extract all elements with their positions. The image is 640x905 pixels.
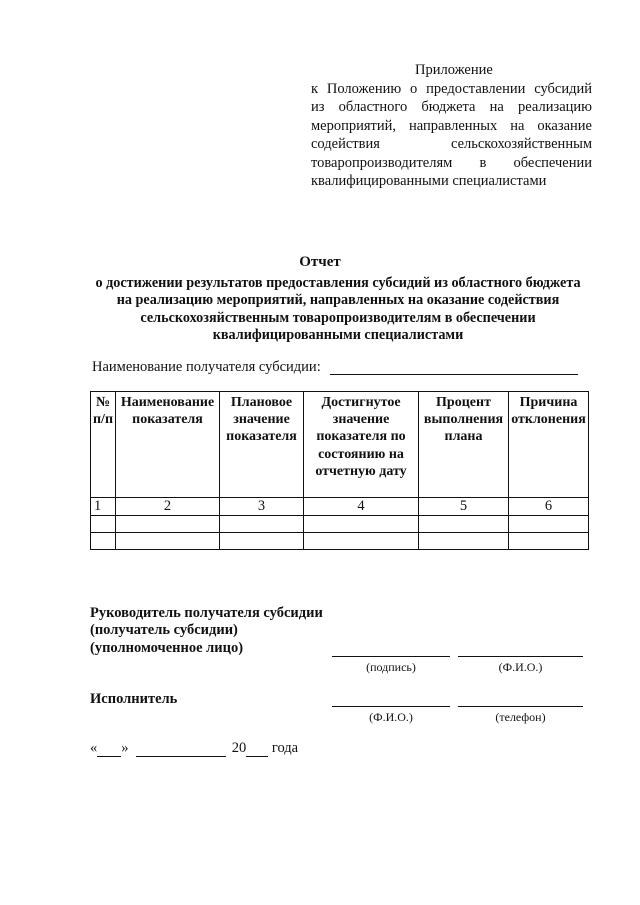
- close-quote: »: [121, 740, 129, 756]
- table-cell[interactable]: [91, 516, 116, 533]
- head-signature-caption: (подпись): [366, 660, 416, 674]
- head-label-line: (получатель субсидии): [90, 622, 238, 639]
- table-row: [91, 516, 589, 533]
- year-suffix: года: [271, 740, 299, 756]
- table-cell[interactable]: [304, 516, 419, 533]
- table-header-row: [91, 392, 589, 498]
- appendix-body: [311, 80, 592, 190]
- header-completion-percent: Процент выполнения плана: [419, 392, 509, 498]
- table-cell: 6: [509, 498, 589, 516]
- recipient-input-line[interactable]: [330, 374, 578, 375]
- day-blank[interactable]: [97, 741, 121, 757]
- report-subtitle-line: о достижении результатов предоставления субсидий из областного бюджета: [95, 275, 581, 291]
- appendix-line: содействия сельскохозяйственным: [311, 136, 592, 153]
- appendix-line: товаропроизводителям в обеспечении: [311, 154, 592, 171]
- head-label-line: Руководитель получателя субсидии: [90, 605, 323, 621]
- table-cell[interactable]: [220, 533, 304, 550]
- report-subtitle: [88, 275, 588, 345]
- executor-name-line[interactable]: [332, 706, 450, 707]
- report-subtitle-line: на реализацию мероприятий, направленных на оказание содействия: [116, 292, 560, 309]
- report-title: Отчет: [299, 254, 341, 270]
- table-cell[interactable]: [509, 533, 589, 550]
- month-blank[interactable]: [136, 741, 226, 757]
- table-cell: 5: [419, 498, 509, 516]
- executor-phone-line[interactable]: [458, 706, 583, 707]
- table-cell[interactable]: [116, 516, 220, 533]
- header-deviation-reason: Причина отклонения: [509, 392, 589, 498]
- year-prefix: 20: [231, 740, 247, 756]
- head-signature-line[interactable]: [332, 656, 450, 657]
- report-subtitle-line: сельскохозяйственным товаропроизводителям в обеспечении: [140, 309, 536, 326]
- head-name-caption: (Ф.И.О.): [498, 660, 543, 674]
- table-cell[interactable]: [91, 533, 116, 550]
- table-cell: 4: [304, 498, 419, 516]
- open-quote: «: [90, 740, 98, 756]
- header-achieved-value: Достигнутое значение показателя по состоянию на отчетную дату: [304, 392, 419, 498]
- appendix-line: мероприятий, направленных на оказание: [311, 117, 592, 134]
- table-cell[interactable]: [419, 533, 509, 550]
- table-cell[interactable]: [304, 533, 419, 550]
- head-name-line[interactable]: [458, 656, 583, 657]
- table-row: [91, 533, 589, 550]
- year-blank[interactable]: [246, 741, 268, 757]
- table-cell[interactable]: [509, 516, 589, 533]
- head-signature-label: [90, 605, 323, 657]
- appendix-title: Приложение: [415, 62, 493, 78]
- head-label-line: (уполномоченное лицо): [90, 639, 244, 656]
- executor-name-caption: (Ф.И.О.): [369, 710, 413, 724]
- table-number-row: [91, 498, 589, 516]
- header-number: № п/п: [91, 392, 116, 498]
- table-cell[interactable]: [116, 533, 220, 550]
- report-subtitle-line: квалифицированными специалистами: [212, 327, 464, 344]
- report-table: [90, 391, 589, 550]
- header-indicator-name: Наименование показателя: [116, 392, 220, 498]
- appendix-line: квалифицированными специалистами: [311, 173, 547, 190]
- executor-label: Исполнитель: [90, 691, 178, 707]
- table-cell: 3: [220, 498, 304, 516]
- header-planned-value: Плановое значение показателя: [220, 392, 304, 498]
- table-cell[interactable]: [220, 516, 304, 533]
- table-cell[interactable]: [419, 516, 509, 533]
- appendix-line: из областного бюджета на реализацию: [311, 99, 592, 116]
- appendix-line: к Положению о предоставлении субсидий: [311, 81, 592, 97]
- table-cell: 2: [116, 498, 220, 516]
- table-cell: 1: [91, 498, 116, 516]
- date-line: [90, 740, 298, 757]
- executor-phone-caption: (телефон): [495, 710, 546, 724]
- recipient-label: Наименование получателя субсидии:: [92, 359, 321, 375]
